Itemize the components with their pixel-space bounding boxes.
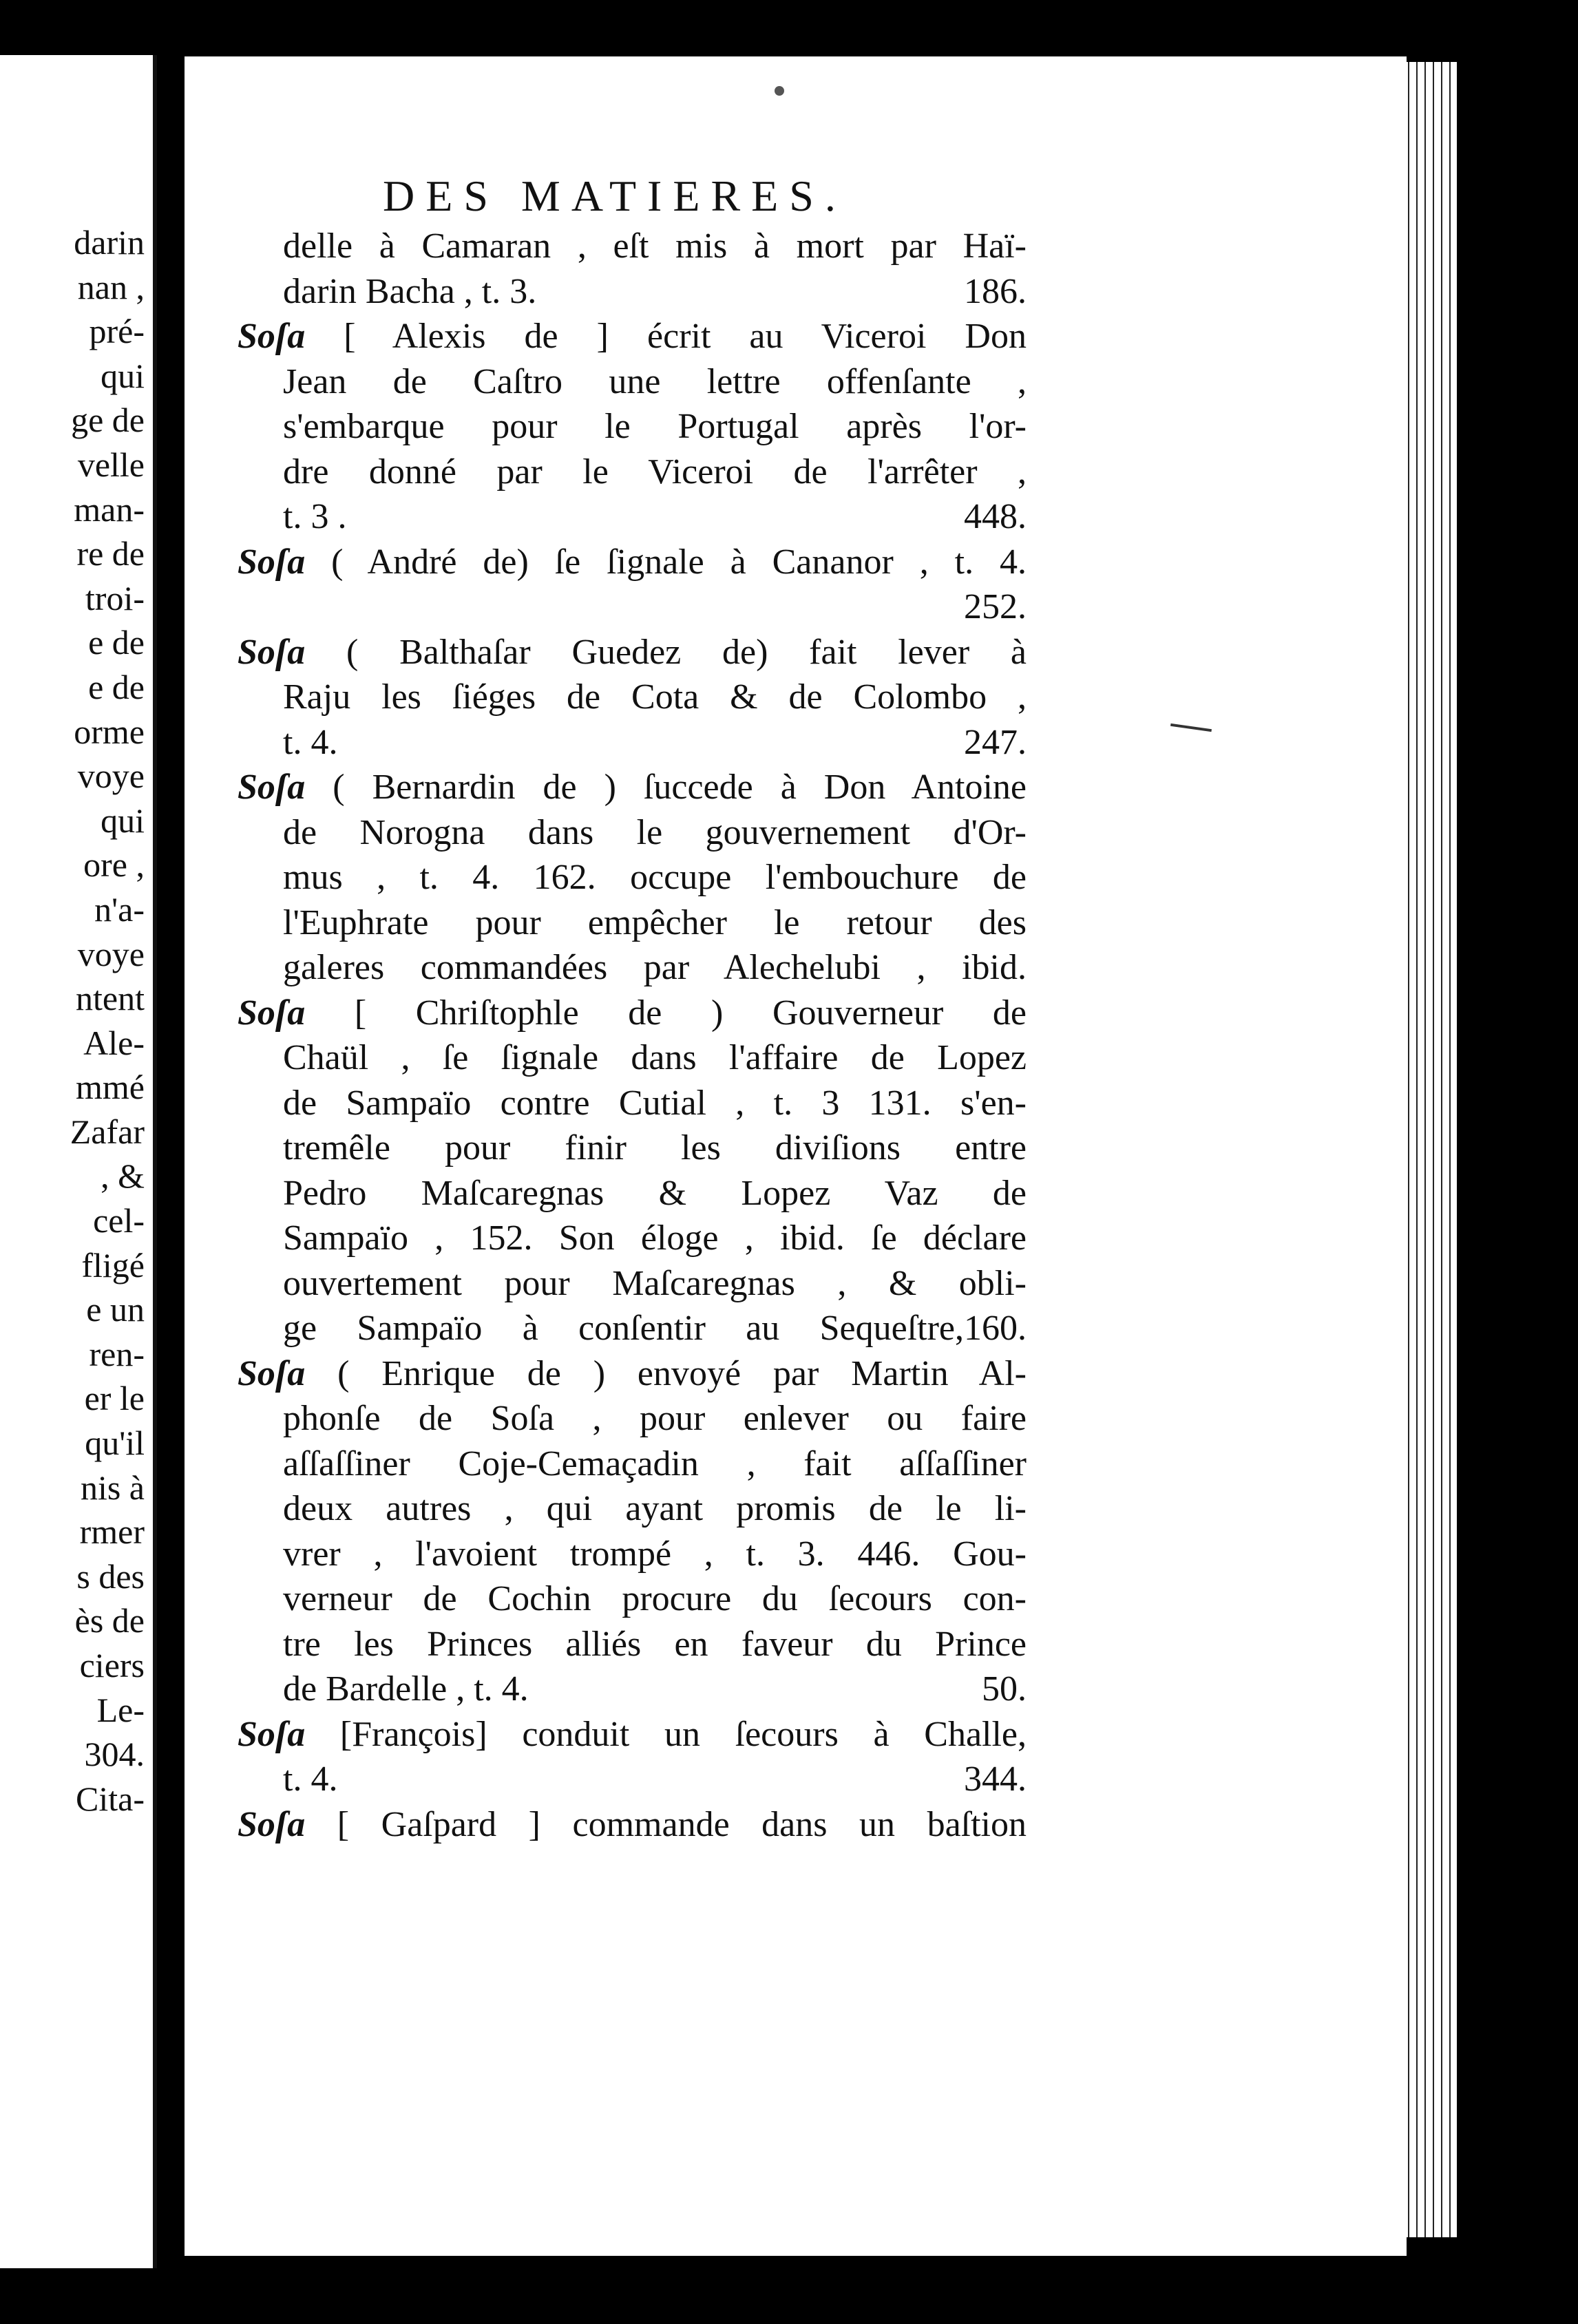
left-facing-page [0,55,157,2268]
left-page-fragment: ntent [76,979,145,1018]
left-page-fragment: s des [76,1556,145,1596]
left-page-fragment: voye [77,757,145,796]
index-continuation-line: phonſe de Soſa , pour enlever ou faire [283,1399,1027,1438]
index-continuation-line: mus , t. 4. 162. occupe l'embouchure de [283,858,1027,897]
index-entry-heading-line [238,991,1027,1036]
left-page-fragment: mmé [76,1068,145,1107]
left-page-fragment: nan , [77,267,145,306]
index-continuation-line: de Norogna dans le gouvernement d'Or- [283,812,1027,852]
index-entry-heading-line [238,630,1027,675]
page-number: 247. [964,722,1027,762]
left-page-fragment: qui [101,356,145,395]
left-page-fragment: man- [74,489,145,529]
index-continuation-line: Pedro Maſcaregnas & Lopez Vaz de [283,1173,1027,1213]
entry-text: [ Alexis de ] écrit au Viceroi Don [305,317,1027,356]
left-page-fragment: ge de [71,401,145,440]
index-continuation-line: tremêle pour finir les diviſions entre [283,1128,1027,1168]
left-page-fragment: ore , [83,845,145,885]
index-continuation-line: Jean de Caſtro une lettre offenſante , [283,361,1027,401]
index-continuation-line: s'embarque pour le Portugal après l'or- [283,407,1027,446]
left-page-fragment: rmer [79,1512,145,1552]
index-reference-line [238,1757,1027,1802]
index-entry-heading-line [238,314,1027,359]
index-entry-heading-line [238,1712,1027,1757]
entry-headword: Soſa [238,317,306,356]
index-reference-line [238,720,1027,765]
left-page-fragment: ciers [79,1646,145,1684]
left-page-fragment: , & [101,1156,145,1196]
reference-text: de Bardelle , t. 4. [283,1669,529,1709]
index-entry-heading-line [238,540,1027,585]
index-reference-line [238,1667,1027,1712]
index-continuation-line: Raju les ſiéges de Cota & de Colombo , [283,677,1027,717]
left-page-fragment: darin [74,223,145,262]
left-page-fragment: qui [101,801,145,840]
left-page-fragment: qu'il [85,1424,145,1463]
reference-text: darin Bacha , t. 3. [283,271,537,311]
index-continuation-line: galeres commandées par Alechelubi , ibid. [283,948,1027,987]
index-continuation-line: de Sampaïo contre Cutial , t. 3 131. s'en- [283,1083,1027,1123]
index-continuation-line: tre les Princes alliés en faveur du Prince [283,1624,1027,1664]
left-page-fragment: troi- [85,578,145,617]
entry-headword: Soſa [238,632,306,672]
entry-text: [ Chriſtophle de ) Gouverneur de [305,993,1027,1033]
running-head: DES MATIERES. [383,171,847,220]
index-continuation-line: ouvertement pour Maſcaregnas , & obli- [283,1263,1027,1303]
left-page-fragment: Le- [96,1690,145,1729]
entry-text: ( Enrique de ) envoyé par Martin Al- [305,1353,1027,1393]
left-page-fragment: nis à [80,1468,145,1507]
left-page-fragment: er le [84,1379,145,1418]
reference-text: t. 4. [283,1760,338,1799]
index-continuation-line: verneur de Cochin procure du ſecours con- [283,1579,1027,1618]
reference-text: t. 4. [283,722,338,762]
index-continuation-line: deux autres , qui ayant promis de le li- [283,1489,1027,1528]
index-entry-heading-line [238,1351,1027,1397]
entry-headword: Soſa [238,1714,306,1754]
index-continuation-line: ge Sampaïo à conſentir au Sequeſtre,160. [283,1309,1027,1348]
index-entry-heading-line [238,1802,1027,1848]
left-page-fragment: voye [77,934,145,973]
index-continuation-line: l'Euphrate pour empêcher le retour des [283,902,1027,942]
left-page-fragment: n'a- [94,889,145,929]
entry-headword: Soſa [238,1804,306,1844]
left-page-fragment: e un [86,1290,145,1329]
left-page-fragment: ès de [74,1601,145,1640]
index-reference-line [238,269,1027,315]
page-number: 50. [982,1669,1027,1709]
index-continuation-line: delle à Camaran , eſt mis à mort par Haï- [283,226,1027,266]
index-continuation-line: Chaül , ſe ſignale dans l'affaire de Lopez [283,1038,1027,1077]
left-page-fragment: ren- [89,1334,145,1373]
index-reference-line [238,494,1027,540]
entry-text: [ Gaſpard ] commande dans un baſtion [305,1804,1027,1844]
index-continuation-line: vrer , l'avoient trompé , t. 3. 446. Gou- [283,1534,1027,1574]
left-page-fragment: Ale- [83,1023,145,1062]
left-page-fragment: cel- [93,1201,145,1240]
entry-headword: Soſa [238,993,306,1033]
index-entries [238,224,1027,1847]
page-number: 252. [964,587,1027,626]
ornament-dot [775,86,784,96]
left-page-fragment: orme [74,712,145,751]
page-number: 448. [964,497,1027,536]
left-page-fragment: Zafar [70,1112,145,1151]
left-page-text [0,220,145,1821]
entry-headword: Soſa [238,768,306,807]
left-page-fragment: pré- [89,312,145,351]
page-number: 344. [964,1760,1027,1799]
reference-text: t. 3 . [283,497,347,536]
entry-text: ( Balthaſar Guedez de) fait lever à [305,632,1027,672]
index-continuation-line: aſſaſſiner Coje-Cemaçadin , fait aſſaſſiner [283,1444,1027,1483]
left-page-fragment: re de [76,534,145,573]
page-number: 186. [964,271,1027,311]
page-edges [1405,62,1457,2237]
entry-text: ( Bernardin de ) ſuccede à Don Antoine [305,768,1027,807]
left-page-fragment: 304. [84,1735,145,1774]
left-page-fragment: fligé [81,1245,145,1285]
index-continuation-line: dre donné par le Viceroi de l'arrêter , [283,452,1027,492]
entry-headword: Soſa [238,542,306,582]
entry-headword: Soſa [238,1353,306,1393]
entry-text: [François] conduit un ſecours à Challe, [305,1714,1027,1754]
left-page-fragment: e de [88,623,145,662]
entry-text: ( André de) ſe ſignale à Cananor , t. 4. [305,542,1027,582]
index-continuation-line: Sampaïo , 152. Son éloge , ibid. ſe déclare [283,1218,1027,1258]
index-entry-heading-line [238,765,1027,810]
left-page-fragment: velle [77,445,145,484]
left-page-fragment: Cita- [76,1779,145,1818]
left-page-fragment: e de [88,667,145,706]
